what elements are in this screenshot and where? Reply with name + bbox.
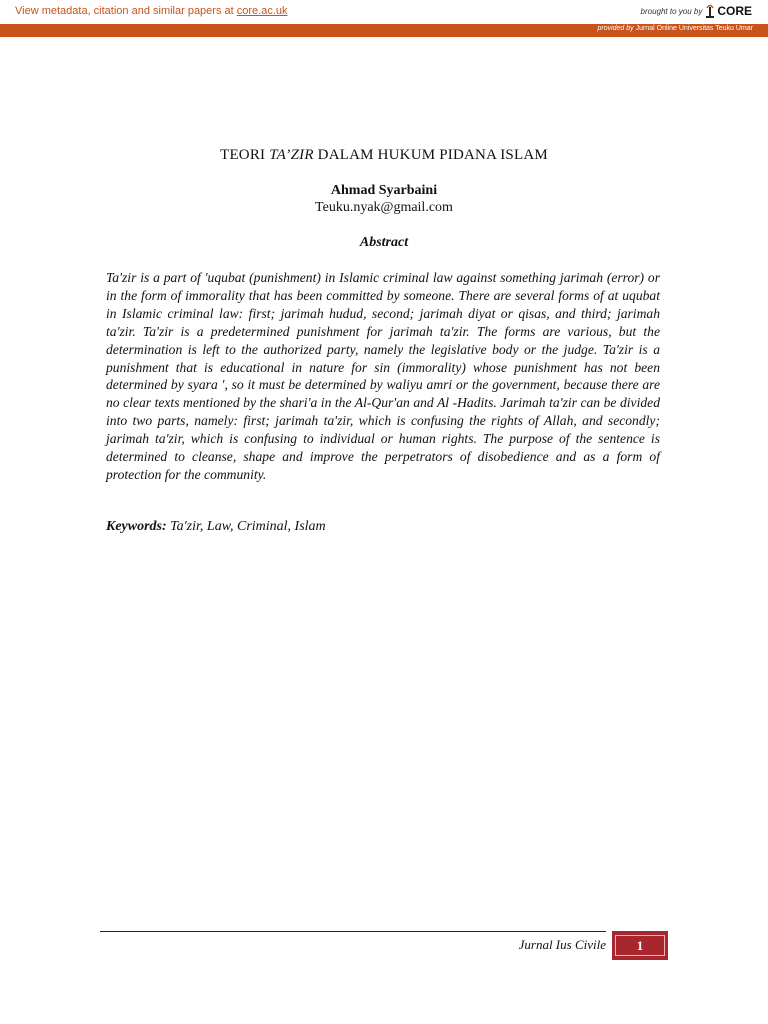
core-banner bbox=[0, 0, 768, 25]
journal-name: Jurnal Ius Civile bbox=[518, 937, 606, 952]
abstract-heading: Abstract bbox=[359, 235, 409, 250]
core-host-link[interactable]: core.ac.uk bbox=[236, 5, 288, 17]
author-email: Teuku.nyak@gmail.com bbox=[315, 200, 453, 215]
paper-title: TEORI TA’ZIR DALAM HUKUM PIDANA ISLAM bbox=[220, 147, 548, 163]
footer-rule bbox=[100, 931, 606, 932]
provider-band bbox=[0, 24, 768, 37]
provided-by[interactable]: provided by Jurnal Online Universitas Teuku Umar bbox=[597, 25, 753, 32]
core-metadata-link[interactable]: View metadata, citation and similar papers at core.ac.uk bbox=[15, 5, 288, 17]
keywords-list: Ta'zir, Law, Criminal, Islam bbox=[166, 519, 326, 534]
core-logo[interactable]: CORE bbox=[705, 4, 752, 18]
keywords-label: Keywords: bbox=[106, 519, 167, 534]
page-number-box bbox=[612, 931, 668, 960]
brought-by[interactable]: brought to you by CORE bbox=[640, 4, 752, 18]
core-logo-icon bbox=[705, 4, 715, 18]
page-number: 1 bbox=[615, 935, 665, 956]
abstract-text: Ta'zir is a part of 'uqubat (punishment) in Islamic criminal law against something jarimah (error) or in the form of immorality that has been committed by someone. There are several forms of at uqubat in Islamic criminal law: first; jarimah hudud, second; jarimah diyat or qisas, and third; jarimah ta'zir. Ta'zir is a predetermined punishment for jarimah ta'zir. The forms are various, but the determination is left to the authorized party, namely the legislative body or the judge. Ta'zir is a punishment that is educational in nature for sin (immorality) whose punishment has not been determined by syara ', so it must be determined by waliyu amri or the government, because there are no clear texts mentioned by the shari'a in the Al-Qur'an and Al -Hadits. Jarimah ta'zir can be divided into two parts, namely: first; jarimah ta'zir, which is confusing the rights of Allah, and secondly; jarimah ta'zir, which is confusing to individual or human rights. The purpose of the sentence is determined to cleanse, shape and improve the perpetrators of disobedience and as a form of protection for the community. bbox=[106, 270, 660, 482]
keywords bbox=[106, 519, 326, 535]
author-name: Ahmad Syarbaini bbox=[330, 183, 438, 198]
